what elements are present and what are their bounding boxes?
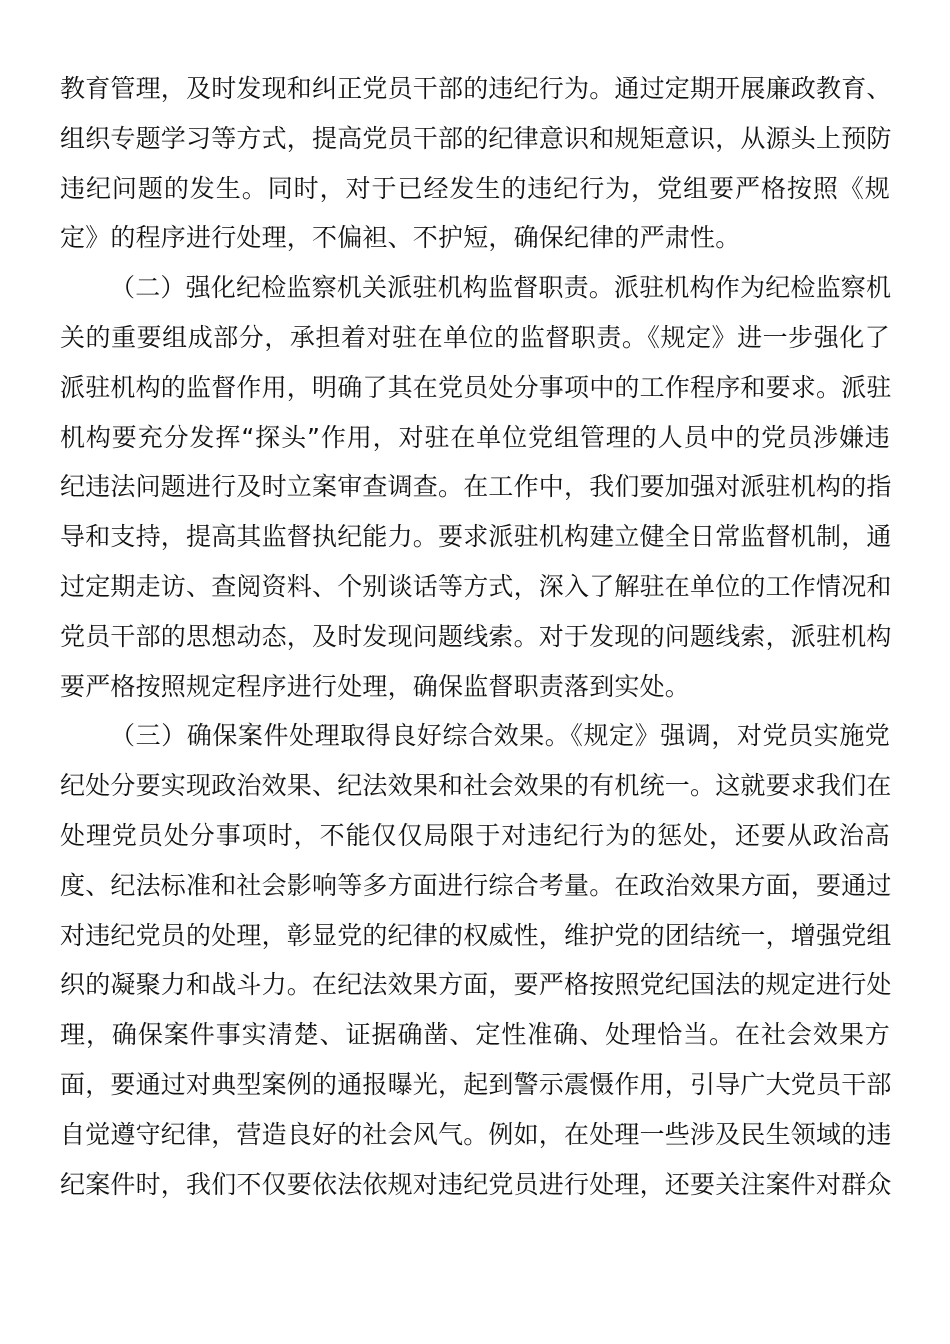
text-line: 机构要充分发挥“探头”作用，对驻在单位党组管理的人员中的党员涉嫌违	[60, 422, 890, 452]
text-line: 定》的程序进行处理，不偏袒、不护短，确保纪律的严肃性。	[60, 223, 741, 253]
text-line: 处理党员处分事项时，不能仅仅局限于对违纪行为的惩处，还要从政治高	[60, 820, 890, 850]
text-line: 度、纪法标准和社会影响等多方面进行综合考量。在政治效果方面，要通过	[60, 870, 892, 900]
paragraph-2	[60, 263, 890, 711]
text-line: 组织专题学习等方式，提高党员干部的纪律意识和规矩意识，从源头上预防	[60, 123, 892, 153]
text-line: 面，要通过对典型案例的通报曝光，起到警示震慑作用，引导广大党员干部	[60, 1069, 892, 1099]
text-line: 违纪问题的发生。同时，对于已经发生的违纪行为，党组要严格按照《规	[60, 173, 890, 203]
text-line: 理，确保案件事实清楚、证据确凿、定性准确、处理恰当。在社会效果方	[60, 1020, 890, 1050]
text-line: （三）确保案件处理取得良好综合效果。《规定》强调，对党员实施党	[110, 721, 890, 751]
text-line: 党员干部的思想动态，及时发现问题线索。对于发现的问题线索，派驻机构	[60, 621, 892, 651]
text-line: 派驻机构的监督作用，明确了其在党员处分事项中的工作程序和要求。派驻	[60, 372, 892, 402]
text-line: 织的凝聚力和战斗力。在纪法效果方面，要严格按照党纪国法的规定进行处	[60, 970, 892, 1000]
text-line: 纪案件时，我们不仅要依法依规对违纪党员进行处理，还要关注案件对群众	[60, 1169, 892, 1199]
text-line: 纪违法问题进行及时立案审查调查。在工作中，我们要加强对派驻机构的指	[60, 472, 892, 502]
text-line: 教育管理，及时发现和纠正党员干部的违纪行为。通过定期开展廉政教育、	[60, 74, 892, 103]
paragraph-1	[60, 64, 890, 263]
text-line: 过定期走访、查阅资料、个别谈话等方式，深入了解驻在单位的工作情况和	[60, 571, 892, 601]
text-line: （二）强化纪检监察机关派驻机构监督职责。派驻机构作为纪检监察机	[110, 273, 892, 303]
text-line: 对违纪党员的处理，彰显党的纪律的权威性，维护党的团结统一，增强党组	[60, 920, 892, 950]
document-page	[60, 64, 890, 1209]
text-line: 要严格按照规定程序进行处理，确保监督职责落到实处。	[60, 671, 691, 701]
paragraph-3	[60, 711, 890, 1209]
text-line: 纪处分要实现政治效果、纪法效果和社会效果的有机统一。这就要求我们在	[60, 771, 892, 801]
text-line: 导和支持，提高其监督执纪能力。要求派驻机构建立健全日常监督机制，通	[60, 522, 892, 552]
text-line: 自觉遵守纪律，营造良好的社会风气。例如，在处理一些涉及民生领域的违	[60, 1119, 892, 1149]
text-line: 关的重要组成部分，承担着对驻在单位的监督职责。《规定》进一步强化了	[60, 322, 890, 352]
